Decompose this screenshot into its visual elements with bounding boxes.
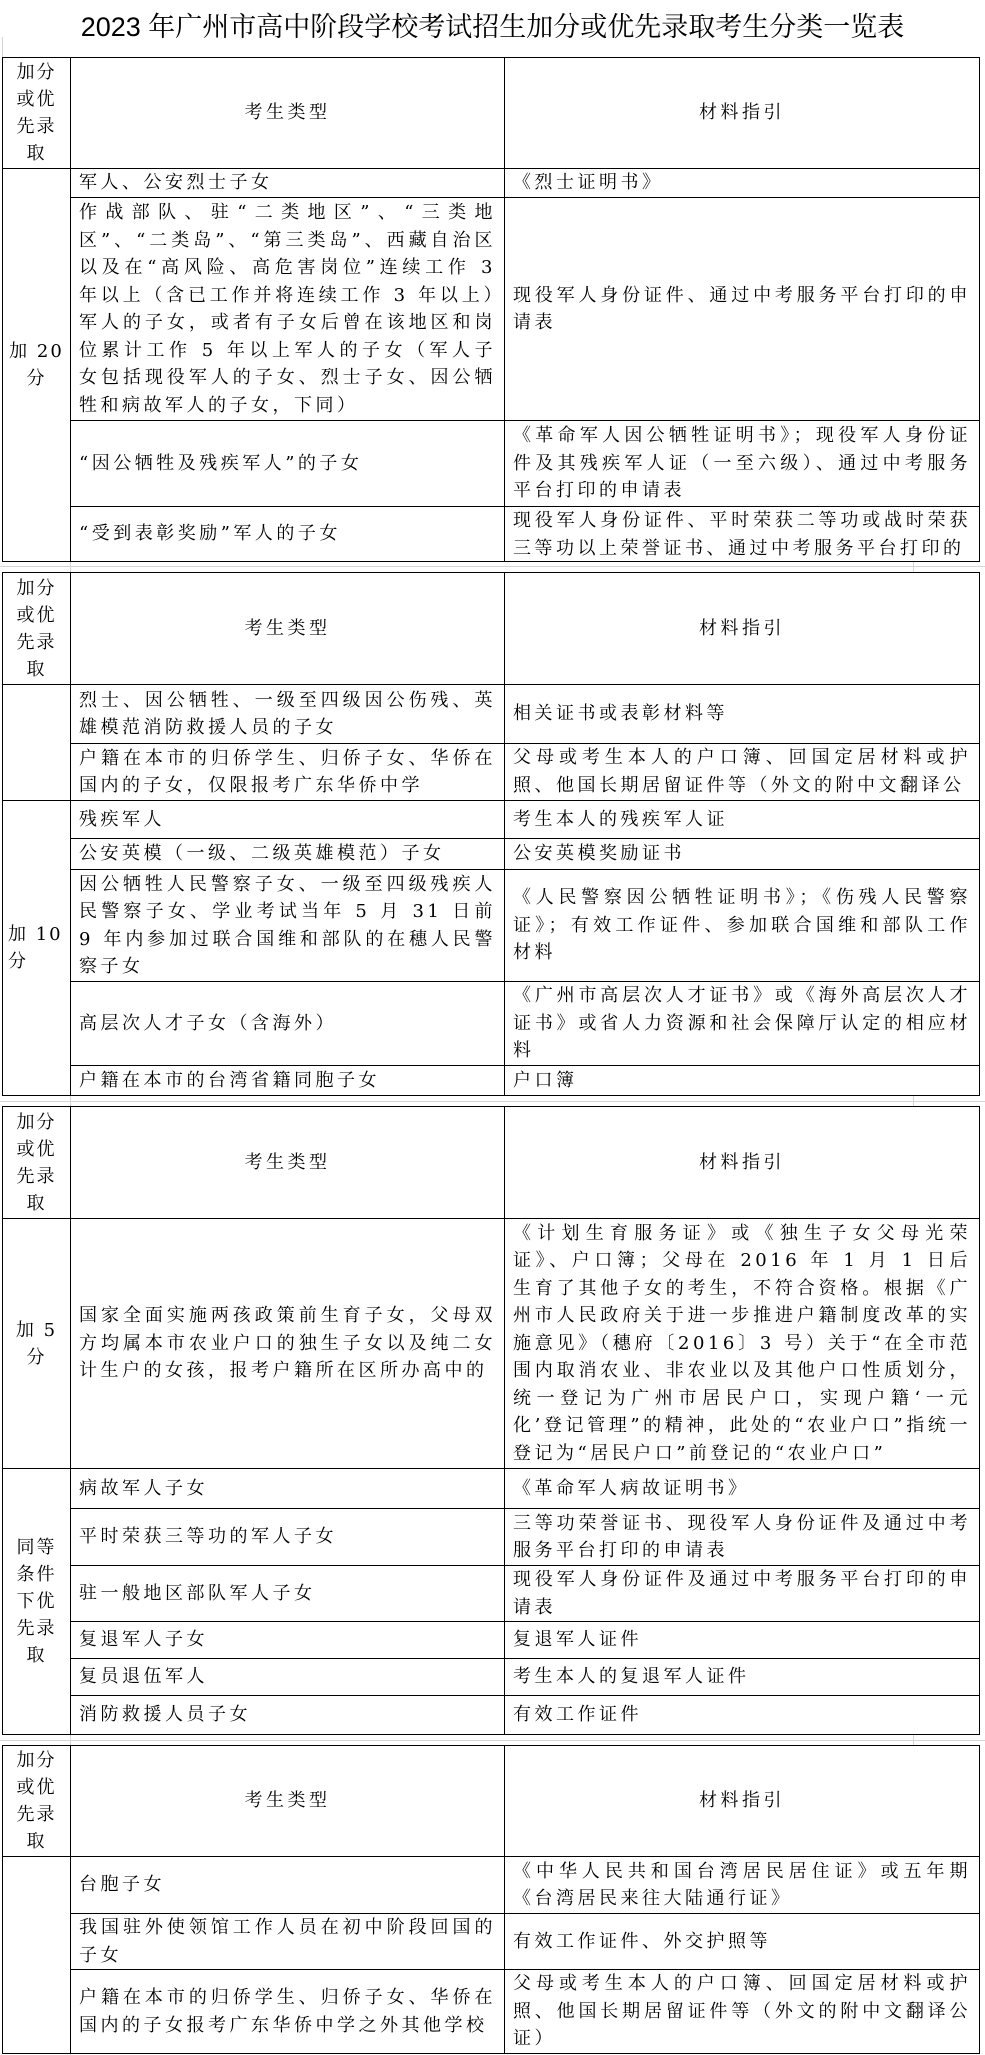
type-cell bbox=[71, 1696, 505, 1735]
type-cell bbox=[71, 801, 505, 839]
type-cell bbox=[71, 169, 505, 198]
type-cell bbox=[71, 1857, 505, 1914]
type-text: 驻一般地区部队军人子女 bbox=[79, 1582, 316, 1604]
category-label: 加 20 分 bbox=[9, 341, 64, 389]
materials-text: 现役军人身份证件及通过中考服务平台打印的申请表 bbox=[513, 1569, 971, 1618]
header-category-label: 加分或优先录取 bbox=[16, 1111, 57, 1214]
type-text: 户籍在本市的台湾省籍同胞子女 bbox=[79, 1069, 380, 1091]
materials-cell bbox=[505, 1066, 980, 1096]
header-type-cell bbox=[71, 1107, 505, 1219]
gridline bbox=[0, 1740, 985, 1741]
header-materials-label: 材料指引 bbox=[699, 1790, 785, 1812]
type-cell bbox=[71, 507, 505, 562]
gridline bbox=[2, 37, 3, 57]
materials-cell bbox=[505, 421, 980, 507]
header-type-label: 考生类型 bbox=[244, 1151, 331, 1173]
type-cell bbox=[71, 1622, 505, 1659]
type-text: 病故军人子女 bbox=[79, 1477, 208, 1499]
header-category-label: 加分或优先录取 bbox=[16, 577, 57, 680]
category-cell-empty bbox=[3, 1857, 71, 2054]
header-materials-cell bbox=[505, 573, 980, 685]
table-bonus-20 bbox=[2, 57, 980, 562]
type-cell bbox=[71, 744, 505, 801]
materials-text: 《人民警察因公牺牲证明书》；《伤残人民警察证》；有效工作证件、参加联合国维和部队工作材料 bbox=[513, 887, 971, 964]
header-category-cell bbox=[3, 1107, 71, 1219]
page-title: 2023 年广州市高中阶段学校考试招生加分或优先录取考生分类一览表 bbox=[80, 12, 905, 42]
category-cell bbox=[3, 1219, 71, 1469]
category-cell bbox=[3, 169, 71, 562]
materials-text: 《中华人民共和国台湾居民居住证》或五年期《台湾居民来往大陆通行证》 bbox=[513, 1860, 971, 1909]
type-text: 军人、公安烈士子女 bbox=[79, 172, 273, 194]
materials-text: 父母或考生本人的户口簿、回国定居材料或护照、他国长期居留证件等（外文的附中文翻译公证） bbox=[513, 1973, 971, 2050]
materials-text: 公安英模奖励证书 bbox=[513, 843, 685, 865]
header-type-label: 考生类型 bbox=[244, 1790, 331, 1812]
materials-cell bbox=[505, 1622, 980, 1659]
materials-text: 现役军人身份证件、平时荣获二等功或战时荣获三等功以上荣誉证书、通过中考服务平台打印的 bbox=[513, 510, 971, 559]
materials-cell bbox=[505, 1469, 980, 1509]
type-text: “受到表彰奖励”军人的子女 bbox=[79, 523, 341, 545]
materials-text: 考生本人的残疾军人证 bbox=[513, 808, 728, 830]
materials-text: 有效工作证件 bbox=[513, 1704, 642, 1726]
materials-cell bbox=[505, 870, 980, 982]
type-cell bbox=[71, 421, 505, 507]
table-bonus-5-priority bbox=[2, 1106, 980, 1735]
type-text: 烈士、因公牺牲、一级至四级因公伤残、英雄模范消防救援人员的子女 bbox=[79, 689, 496, 738]
gridline bbox=[913, 1096, 914, 1106]
type-text: 复员退伍军人 bbox=[79, 1666, 208, 1688]
header-type-label: 考生类型 bbox=[244, 617, 331, 639]
type-cell bbox=[71, 839, 505, 870]
materials-cell bbox=[505, 1970, 980, 2054]
materials-text: 《计划生育服务证》或《独生子女父母光荣证》、户口簿；父母在 2016 年 1 月 1 日后生育了其他子女的考生，不符合资格。根据《广州市人民政府关于进一步推进户籍制度改革的实施意见》（穗府〔2016〕3 号）关于“在全市范围内取消农业、非农业以及其他户口性质划分，统一登记为广州市居民户口，实现户籍‘一元化’登记管理”的精神，此处的“农业户口”指统一登记为“居民户口”前登记的“农业户口” bbox=[513, 1222, 971, 1464]
gridline bbox=[913, 1735, 914, 1745]
materials-cell bbox=[505, 1509, 980, 1566]
category-cell bbox=[3, 1469, 71, 1735]
materials-text: 有效工作证件、外交护照等 bbox=[513, 1930, 771, 1952]
gridline bbox=[0, 566, 985, 567]
materials-cell bbox=[505, 198, 980, 421]
materials-text: 复退军人证件 bbox=[513, 1629, 642, 1651]
materials-text: 相关证书或表彰材料等 bbox=[513, 703, 728, 725]
gridline bbox=[913, 562, 914, 572]
header-materials-label: 材料指引 bbox=[699, 617, 785, 639]
materials-text: 三等功荣誉证书、现役军人身份证件及通过中考服务平台打印的申请表 bbox=[513, 1512, 971, 1561]
header-materials-label: 材料指引 bbox=[699, 1151, 785, 1173]
table-other bbox=[2, 1745, 980, 2054]
materials-text: 《烈士证明书》 bbox=[513, 172, 664, 194]
materials-cell bbox=[505, 1857, 980, 1914]
materials-cell bbox=[505, 1696, 980, 1735]
type-text: 复退军人子女 bbox=[79, 1629, 208, 1651]
header-category-label: 加分或优先录取 bbox=[16, 1750, 57, 1852]
materials-cell bbox=[505, 744, 980, 801]
header-category-label: 加分或优先录取 bbox=[16, 62, 57, 164]
category-cell-empty bbox=[3, 685, 71, 801]
type-cell bbox=[71, 1219, 505, 1469]
type-cell bbox=[71, 1469, 505, 1509]
materials-text: 《革命军人因公牺牲证明书》；现役军人身份证件及其残疾军人证（一至六级）、通过中考服务平台打印的申请表 bbox=[513, 425, 971, 502]
type-text: 残疾军人 bbox=[79, 808, 165, 830]
type-cell bbox=[71, 982, 505, 1066]
materials-cell bbox=[505, 1914, 980, 1970]
category-label: 加 10 分 bbox=[8, 924, 63, 972]
type-cell bbox=[71, 1509, 505, 1566]
header-category-cell bbox=[3, 573, 71, 685]
type-text: 我国驻外使领馆工作人员在初中阶段回国的子女 bbox=[79, 1917, 496, 1966]
type-cell bbox=[71, 685, 505, 744]
type-text: 台胞子女 bbox=[79, 1874, 165, 1896]
materials-text: 《革命军人病故证明书》 bbox=[513, 1477, 750, 1499]
materials-cell bbox=[505, 1659, 980, 1696]
gridline bbox=[0, 1101, 985, 1102]
materials-cell bbox=[505, 685, 980, 744]
type-text: 消防救援人员子女 bbox=[79, 1704, 251, 1726]
category-label: 同等条件下优先录取 bbox=[16, 1537, 57, 1666]
header-materials-cell bbox=[505, 1746, 980, 1857]
type-text: 作战部队、驻“二类地区”、“三类地区”、“二类岛”、“第三类岛”、西藏自治区以及在“高风险、高危害岗位”连续工作 3 年以上（含已工作并将连续工作 3 年以上）军人的子女，或者有子女后曾在该地区和岗位累计工作 5 年以上军人的子女（军人子女包括现役军人的子女、烈士子女、因公牺牲和病故军人的子女，下同） bbox=[79, 202, 496, 416]
materials-text: 《广州市高层次人才证书》或《海外高层次人才证书》或省人力资源和社会保障厅认定的相应材料 bbox=[513, 985, 971, 1062]
category-cell bbox=[3, 801, 71, 1096]
materials-cell bbox=[505, 507, 980, 562]
header-category-cell bbox=[3, 1746, 71, 1857]
type-text: 公安英模（一级、二级英雄模范）子女 bbox=[79, 843, 445, 865]
gridline bbox=[70, 1735, 71, 1745]
materials-cell bbox=[505, 801, 980, 839]
materials-cell bbox=[505, 982, 980, 1066]
type-text: 户籍在本市的归侨学生、归侨子女、华侨在国内的子女报考广东华侨中学之外其他学校 bbox=[79, 1987, 496, 2036]
header-materials-cell bbox=[505, 1107, 980, 1219]
materials-cell bbox=[505, 169, 980, 198]
type-text: 户籍在本市的归侨学生、归侨子女、华侨在国内的子女，仅限报考广东华侨中学 bbox=[79, 747, 496, 796]
gridline bbox=[70, 1096, 71, 1106]
type-text: 因公牺牲人民警察子女、一级至四级残疾人民警察子女、学业考试当年 5 月 31 日前 9 年内参加过联合国维和部队的在穗人民警察子女 bbox=[79, 873, 496, 977]
materials-cell bbox=[505, 839, 980, 870]
materials-cell bbox=[505, 1566, 980, 1622]
type-cell bbox=[71, 1066, 505, 1096]
materials-text: 现役军人身份证件、通过中考服务平台打印的申请表 bbox=[513, 284, 971, 333]
materials-text: 父母或考生本人的户口簿、回国定居材料或护照、他国长期居留证件等（外文的附中文翻译公 bbox=[513, 747, 971, 796]
type-text: “因公牺牲及残疾军人”的子女 bbox=[79, 452, 363, 474]
header-type-cell bbox=[71, 1746, 505, 1857]
table-bonus-10 bbox=[2, 572, 980, 1096]
type-cell bbox=[71, 198, 505, 421]
header-type-label: 考生类型 bbox=[244, 102, 331, 124]
type-cell bbox=[71, 1970, 505, 2054]
header-category-cell bbox=[3, 58, 71, 169]
materials-text: 户口簿 bbox=[513, 1069, 578, 1091]
category-label: 加 5 分 bbox=[15, 1319, 58, 1368]
header-type-cell bbox=[71, 58, 505, 169]
header-materials-cell bbox=[505, 58, 980, 169]
type-text: 国家全面实施两孩政策前生育子女，父母双方均属本市农业户口的独生子女以及纯二女计生户的女孩，报考户籍所在区所办高中的 bbox=[79, 1305, 496, 1382]
header-materials-label: 材料指引 bbox=[699, 102, 785, 124]
type-cell bbox=[71, 870, 505, 982]
gridline bbox=[70, 562, 71, 572]
type-cell bbox=[71, 1914, 505, 1970]
type-cell bbox=[71, 1659, 505, 1696]
materials-text: 考生本人的复退军人证件 bbox=[513, 1666, 750, 1688]
materials-cell bbox=[505, 1219, 980, 1469]
type-text: 高层次人才子女（含海外） bbox=[79, 1012, 337, 1034]
header-type-cell bbox=[71, 573, 505, 685]
type-text: 平时荣获三等功的军人子女 bbox=[79, 1526, 337, 1548]
type-cell bbox=[71, 1566, 505, 1622]
